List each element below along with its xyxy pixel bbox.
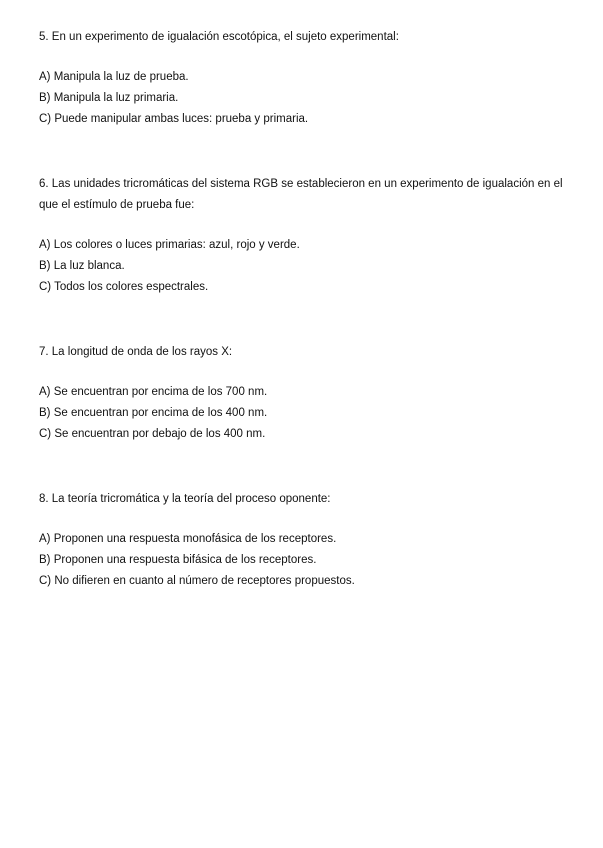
answer-options <box>39 235 579 298</box>
option-a: A) Proponen una respuesta monofásica de los receptores. <box>39 533 337 545</box>
option-b: B) Se encuentran por encima de los 400 nm. <box>39 407 268 419</box>
answer-options <box>39 67 579 130</box>
option-b: B) Proponen una respuesta bifásica de los receptores. <box>39 554 317 566</box>
answer-options <box>39 382 579 445</box>
question-6 <box>39 174 579 298</box>
question-text: 7. La longitud de onda de los rayos X: <box>39 346 233 358</box>
option-c: C) Puede manipular ambas luces: prueba y primaria. <box>39 113 309 125</box>
question-text: 6. Las unidades tricromáticas del sistema RGB se establecieron en un experimento de igualación en el que el estímulo de prueba fue: <box>39 178 563 211</box>
question-8 <box>39 489 579 592</box>
question-text: 8. La teoría tricromática y la teoría del proceso oponente: <box>39 493 331 505</box>
option-b: B) Manipula la luz primaria. <box>39 92 179 104</box>
option-a: A) Los colores o luces primarias: azul, rojo y verde. <box>39 239 300 251</box>
option-a: A) Manipula la luz de prueba. <box>39 71 189 83</box>
question-5 <box>39 27 579 130</box>
option-c: C) Se encuentran por debajo de los 400 nm. <box>39 428 266 440</box>
question-text: 5. En un experimento de igualación escotópica, el sujeto experimental: <box>39 31 399 43</box>
option-b: B) La luz blanca. <box>39 260 125 272</box>
option-a: A) Se encuentran por encima de los 700 nm. <box>39 386 268 398</box>
question-7 <box>39 342 579 445</box>
option-c: C) Todos los colores espectrales. <box>39 281 209 293</box>
answer-options <box>39 529 579 592</box>
option-c: C) No difieren en cuanto al número de receptores propuestos. <box>39 575 355 587</box>
